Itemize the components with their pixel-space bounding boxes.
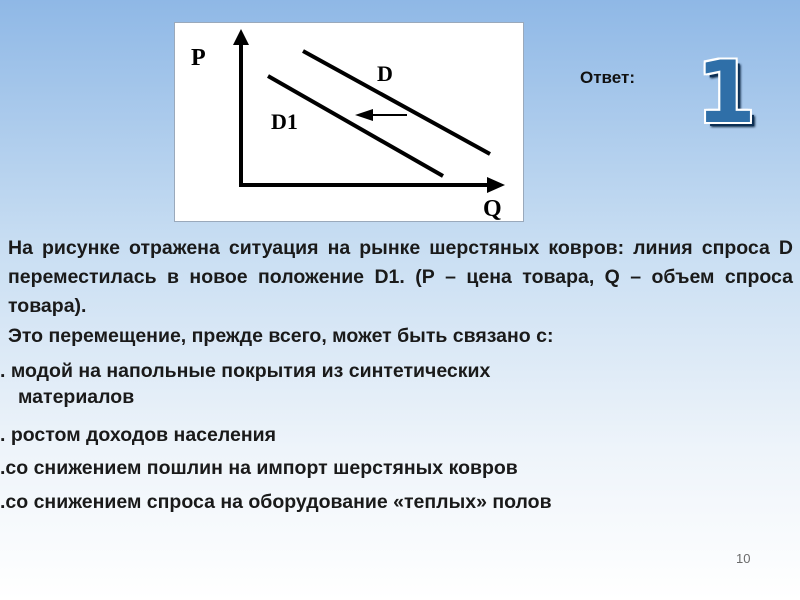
page-number: 10 (736, 551, 751, 566)
answer-number: 1 (696, 43, 756, 143)
y-axis-label: P (191, 45, 206, 71)
curve-d-label: D (377, 61, 393, 86)
answer-option-4[interactable]: .со снижением спроса на оборудование «теплых» полов (0, 491, 552, 513)
answer-label: Ответ: (580, 68, 635, 87)
y-axis-arrowhead (233, 29, 249, 45)
answer-option-1[interactable]: . модой на напольные покрытия из синтетических (0, 360, 491, 382)
curve-d1-label: D1 (271, 109, 298, 134)
question-text: На рисунке отражена ситуация на рынке шерстяных ковров: линия спроса D переместилась в новое положение D1. (Р – цена товара, Q – объем спроса товара). (8, 237, 793, 317)
answer-option-1-continued[interactable]: материалов (18, 386, 135, 408)
demand-curve-d (303, 51, 490, 154)
x-axis-arrowhead (487, 177, 505, 193)
x-axis-label: Q (483, 196, 502, 221)
diagram-canvas (175, 23, 523, 221)
answer-option-2[interactable]: . ростом доходов населения (0, 424, 276, 446)
question-prompt: Это перемещение, прежде всего, может быть связано с: (8, 325, 554, 347)
answer-option-3[interactable]: .со снижением пошлин на импорт шерстяных ковров (0, 457, 518, 479)
demand-shift-diagram (174, 22, 524, 222)
shift-arrow-head (355, 109, 373, 121)
